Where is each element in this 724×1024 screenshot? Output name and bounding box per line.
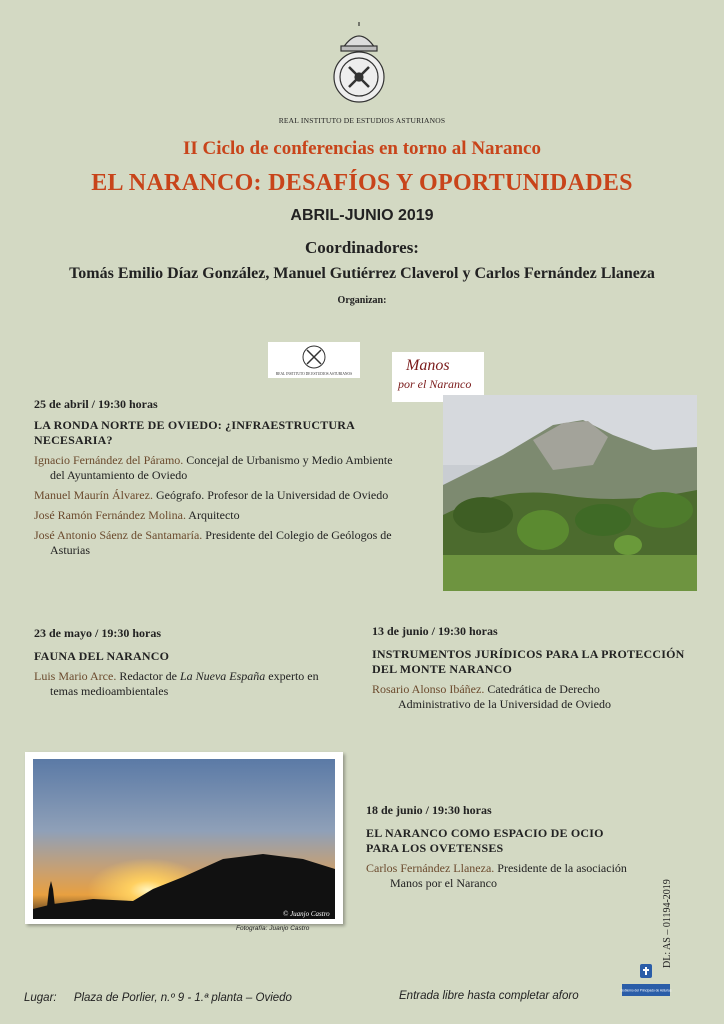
session-title: LA RONDA NORTE DE OVIEDO: ¿INFRAESTRUCTURA NECESARIA? [34, 418, 355, 447]
speaker-role: Arquitecto [185, 508, 240, 522]
photo-signature: © Juanjo Castro [283, 910, 330, 918]
photo-credit: Fotografía: Juanjo Castro [236, 925, 310, 932]
date-range: ABRIL-JUNIO 2019 [290, 207, 434, 224]
session-date: 25 de abril / 19:30 horas [34, 397, 158, 411]
speaker-role: Catedrática de Derecho [484, 682, 600, 696]
session-date: 23 de mayo / 19:30 horas [34, 626, 161, 640]
speaker-role-cont: del Ayuntamiento de Oviedo [50, 468, 188, 482]
speaker [34, 669, 364, 699]
session-title: INSTRUMENTOS JURÍDICOS PARA LA PROTECCIÓN [372, 647, 685, 661]
speaker-role-cont: Asturias [50, 543, 90, 557]
speaker-role-cont: Manos por el Naranco [390, 876, 497, 890]
speaker-name: José Antonio Sáenz de Santamaría. [34, 528, 203, 542]
speaker [34, 453, 424, 483]
speaker-role-cont: temas medioambientales [50, 684, 169, 698]
cycle-title: II Ciclo de conferencias en torno al Naranco [183, 138, 541, 159]
speaker-role: Geógrafo. Profesor de la Universidad de Oviedo [152, 488, 389, 502]
sunset-photo [33, 759, 335, 919]
speaker-name: Carlos Fernández Llaneza. [366, 861, 495, 875]
speaker-name: José Ramón Fernández Molina. [34, 508, 186, 522]
session-date: 13 de junio / 19:30 horas [372, 624, 498, 638]
session-date: 18 de junio / 19:30 horas [366, 803, 492, 817]
speaker-role: Presidente del Colegio de Geólogos de [202, 528, 392, 542]
venue-label: Lugar: [24, 992, 57, 1004]
speaker [34, 488, 424, 503]
speaker [34, 508, 424, 523]
session-3 [372, 624, 702, 712]
legal-deposit: DL: AS – 01194-2019 [662, 879, 673, 968]
session-title: FAUNA DEL NARANCO [34, 649, 170, 663]
speaker-name: Ignacio Fernández del Páramo. [34, 453, 184, 467]
speaker-role-cont: Administrativo de la Universidad de Oviedo [398, 697, 611, 711]
naranco-landscape-photo [443, 395, 697, 591]
speaker-name: Rosario Alonso Ibáñez. [372, 682, 485, 696]
speaker-name: Luis Mario Arce. [34, 669, 117, 683]
speaker [34, 528, 424, 558]
newspaper-name: La Nueva España [179, 669, 266, 683]
venue [24, 992, 292, 1004]
session-title-cont: DEL MONTE NARANCO [372, 662, 513, 676]
institute-name: REAL INSTITUTO DE ESTUDIOS ASTURIANOS [278, 116, 446, 125]
organizers-label: Organizan: [337, 295, 387, 306]
asturias-crest-icon [620, 962, 672, 998]
session-title: EL NARANCO COMO ESPACIO DE OCIO [366, 826, 604, 840]
manos-logo-line1: Manos [406, 357, 450, 374]
session-1 [34, 397, 424, 558]
speaker-role: Redactor de [116, 669, 180, 683]
session-4 [366, 803, 696, 891]
session-2 [34, 626, 364, 699]
speaker-role: Presidente de la asociación [494, 861, 627, 875]
admission-note: Entrada libre hasta completar aforo [399, 990, 579, 1002]
main-title: EL NARANCO: DESAFÍOS Y OPORTUNIDADES [91, 170, 633, 196]
ridea-logo-caption: REAL INSTITUTO DE ESTUDIOS ASTURIANOS [275, 372, 353, 376]
ridea-logo [268, 342, 360, 378]
speaker-name: Manuel Maurín Álvarez. [34, 488, 153, 502]
ridea-crest-logo [331, 22, 387, 110]
manos-logo-line2: por el Naranco [398, 377, 472, 391]
venue-address: Plaza de Porlier, n.º 9 - 1.ª planta – Oviedo [73, 992, 292, 1004]
principado-asturias-logo [620, 962, 672, 998]
gov-logo-text: Gobierno del Principado de Asturias [620, 988, 672, 993]
coordinators-names: Tomás Emilio Díaz González, Manuel Gutiérrez Claverol y Carlos Fernández Llaneza [69, 265, 655, 282]
ridea-small-crest-icon [268, 342, 360, 378]
speaker [366, 861, 696, 891]
session-title-cont: PARA LOS OVETENSES [366, 841, 504, 855]
speaker-role: Concejal de Urbanismo y Medio Ambiente [183, 453, 393, 467]
speaker-role-post: experto en [265, 669, 319, 683]
speaker [372, 682, 702, 712]
coordinators-label: Coordinadores: [305, 238, 419, 257]
